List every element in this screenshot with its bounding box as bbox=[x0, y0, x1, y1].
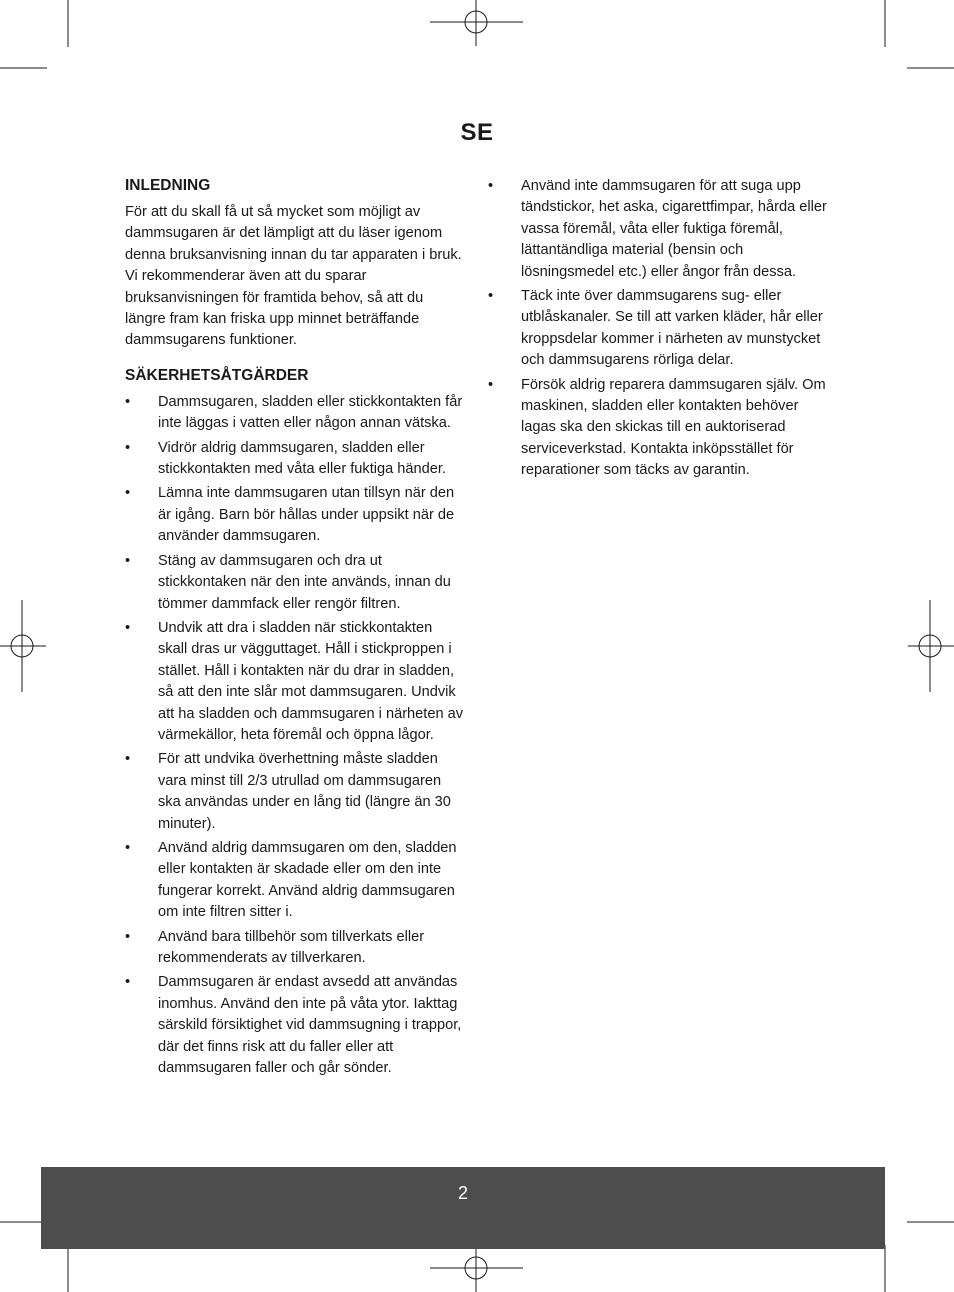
list-item-text: Vidrör aldrig dammsugaren, sladden eller stickkontakten med våta eller fuktiga händer. bbox=[158, 439, 446, 478]
list-item bbox=[125, 972, 465, 1079]
bullet-icon: • bbox=[125, 974, 131, 991]
bullet-icon: • bbox=[125, 439, 131, 456]
footer-bar bbox=[41, 1167, 885, 1249]
list-item-text: Lämna inte dammsugaren utan tillsyn när den är igång. Barn bör hållas under uppsikt när de använder dammsugaren. bbox=[158, 485, 455, 545]
list-item bbox=[125, 438, 465, 481]
list-item-text: Använd inte dammsugaren för att suga upp tändstickor, het aska, cigarettfimpar, hårda eller vassa föremål, våta eller fuktiga föremål, lättantändliga material (bensin och lösningsmedel etc.) eller ångor från dessa. bbox=[521, 178, 827, 280]
list-item bbox=[125, 551, 465, 615]
bullet-icon: • bbox=[488, 376, 494, 393]
intro-paragraph: För att du skall få ut så mycket som möjligt av dammsugaren är det lämpligt att du läser igenom denna bruksanvisning innan du tar apparaten i bruk. Vi rekommenderar även att du sparar bruksanvisningen för framtida behov, så att du längre fram kan friska upp minnet beträffande dammsugarens funktioner. bbox=[125, 204, 462, 349]
bullet-icon: • bbox=[125, 619, 131, 636]
list-item-text: Täck inte över dammsugarens sug- eller utblåskanaler. Se till att varken kläder, hår eller kroppsdelar kommer i närheten av munstycket och dammsugarens rörliga delar. bbox=[521, 288, 823, 369]
list-item-text: Använd aldrig dammsugaren om den, sladden eller kontakten är skadade eller om den inte fungerar korrekt. Använd aldrig dammsugaren om inte filtren sitter i. bbox=[158, 839, 457, 921]
list-item-text: Dammsugaren är endast avsedd att användas inomhus. Använd den inte på våta ytor. Iakttag särskild försiktighet vid dammsugning i trappor, där det finns risk att du faller eller att dammsugaren faller och går sönder. bbox=[158, 974, 462, 1077]
list-item bbox=[125, 927, 465, 970]
list-item bbox=[125, 392, 465, 435]
intro-heading: INLEDNING bbox=[125, 177, 211, 194]
list-item bbox=[488, 286, 833, 372]
list-item-text: Undvik att dra i sladden när stickkontakten skall dras ur vägguttaget. Håll i stickproppen i stället. Håll i kontakten när du drar in sladden, så att den inte slår mot dammsugaren. Undvik att ha sladden och dammsugaren i närheten av värmekällor, heta föremål och öppna lågor. bbox=[158, 619, 464, 743]
safety-heading: SÄKERHETSÅTGÄRDER bbox=[125, 366, 309, 384]
right-column bbox=[488, 176, 833, 485]
bullet-icon: • bbox=[125, 393, 131, 410]
list-item bbox=[125, 618, 465, 746]
list-item-text: Stäng av dammsugaren och dra ut stickkontaken när den inte används, innan du tömmer dammfack eller rengör filtren. bbox=[158, 552, 451, 612]
page-number: 2 bbox=[457, 1183, 468, 1203]
list-item bbox=[488, 176, 833, 283]
bullet-icon: • bbox=[125, 751, 131, 768]
list-item bbox=[488, 375, 833, 482]
bullet-icon: • bbox=[125, 928, 131, 945]
bullet-icon: • bbox=[125, 552, 131, 569]
list-item bbox=[125, 749, 465, 835]
bullet-icon: • bbox=[488, 288, 494, 305]
bullet-icon: • bbox=[125, 839, 131, 856]
safety-list-left bbox=[125, 392, 465, 1080]
bullet-icon: • bbox=[125, 485, 131, 502]
list-item-text: För att undvika överhettning måste sladden vara minst till 2/3 utrullad om dammsugaren ska användas under en lång tid (längre än 30 minuter). bbox=[158, 751, 451, 832]
bullet-icon: • bbox=[488, 178, 494, 194]
list-item-text: Dammsugaren, sladden eller stickkontakten får inte läggas i vatten eller någon annan vätska. bbox=[158, 393, 463, 432]
list-item bbox=[125, 483, 465, 547]
safety-list-right bbox=[488, 176, 833, 482]
left-column bbox=[125, 176, 465, 1082]
list-item-text: Försök aldrig reparera dammsugaren själv. Om maskinen, sladden eller kontakten behöver lagas ska den skickas till en auktoriserad serviceverkstad. Kontakta inköpsstället för reparationer som täcks av garantin. bbox=[521, 376, 826, 479]
list-item bbox=[125, 838, 465, 924]
language-code: SE bbox=[460, 119, 494, 146]
list-item-text: Använd bara tillbehör som tillverkats eller rekommenderats av tillverkaren. bbox=[158, 928, 425, 966]
